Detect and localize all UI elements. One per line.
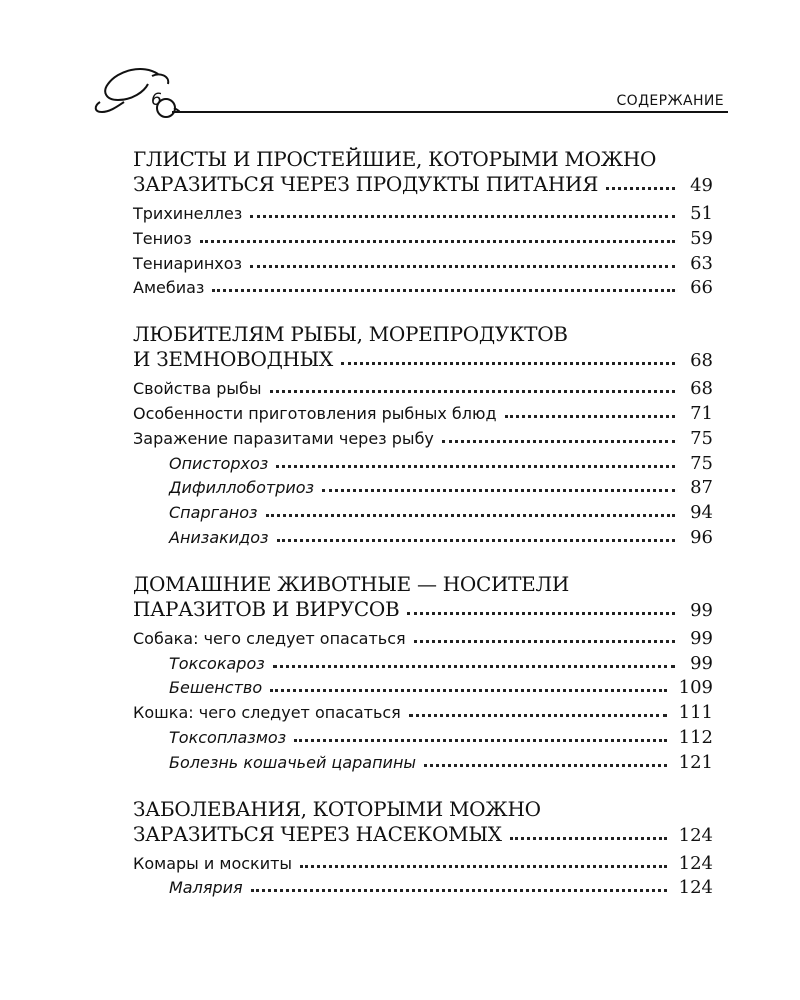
section-title-continued: И ЗЕМНОВОДНЫХ: [133, 347, 333, 372]
dot-leader: [276, 463, 675, 468]
header-rule: [172, 111, 728, 113]
section-title-row[interactable]: [133, 172, 713, 200]
subentry-label: Токсокароз: [169, 653, 265, 673]
page-ref: 68: [690, 378, 713, 400]
toc-section: [133, 146, 713, 302]
page-ref: 51: [690, 203, 713, 224]
dot-leader: [200, 238, 675, 243]
page-ref: 111: [678, 702, 713, 724]
page-ref: 124: [678, 824, 713, 846]
dot-leader: [250, 213, 675, 218]
page-ref: 121: [678, 751, 713, 773]
toc-subentry[interactable]: [133, 453, 713, 478]
toc-entry[interactable]: [133, 853, 713, 878]
toc-entry[interactable]: [133, 253, 713, 278]
entry-label: Тениаринхоз: [133, 253, 243, 273]
subentry-label: Дифиллоботриоз: [169, 478, 315, 498]
entry-label: Свойства рыбы: [133, 379, 262, 399]
dot-leader: [277, 537, 675, 542]
entry-label: Комары и москиты: [133, 853, 293, 873]
toc-section: [133, 321, 713, 552]
toc-subentry[interactable]: [133, 877, 713, 902]
dot-leader: [407, 610, 675, 615]
dot-leader: [294, 737, 666, 742]
entry-label: Трихинеллез: [133, 204, 243, 223]
toc-entry[interactable]: [133, 228, 713, 253]
section-title-continued: ПАРАЗИТОВ И ВИРУСОВ: [133, 596, 400, 621]
toc-section: [133, 571, 713, 777]
section-title: ГЛИСТЫ И ПРОСТЕЙШИЕ, КОТОРЫМИ МОЖНО: [133, 147, 657, 171]
toc-subentry[interactable]: [133, 527, 713, 552]
toc-subentry[interactable]: [133, 677, 713, 702]
section-title-row[interactable]: [133, 347, 713, 375]
section-title-continued: ЗАРАЗИТЬСЯ ЧЕРЕЗ НАСЕКОМЫХ: [133, 821, 502, 846]
page-ref: 96: [690, 526, 713, 548]
subentry-label: Анизакидоз: [169, 527, 269, 547]
section-title-continued: ЗАРАЗИТЬСЯ ЧЕРЕЗ ПРОДУКТЫ ПИТАНИЯ: [133, 172, 599, 196]
entry-label: Амебиаз: [133, 278, 205, 298]
page-ref: 94: [690, 502, 713, 524]
dot-leader: [341, 360, 675, 365]
section-title-row[interactable]: [133, 822, 713, 850]
running-title: СОДЕРЖАНИЕ: [616, 93, 724, 109]
toc-subentry[interactable]: [133, 477, 713, 502]
entry-label: Заражение паразитами через рыбу: [133, 428, 434, 448]
subentry-label: Болезнь кошачьей царапины: [169, 752, 417, 772]
toc-entry[interactable]: [133, 403, 713, 428]
dot-leader: [251, 887, 667, 892]
section-title: ДОМАШНИЕ ЖИВОТНЫЕ — НОСИТЕЛИ: [133, 571, 569, 596]
subentry-label: Описторхоз: [169, 453, 269, 473]
section-title: ЛЮБИТЕЛЯМ РЫБЫ, МОРЕПРОДУКТОВ: [133, 322, 568, 347]
toc-section: [133, 796, 713, 903]
dot-leader: [414, 638, 675, 643]
dot-leader: [442, 438, 675, 443]
toc-subentry[interactable]: [133, 653, 713, 678]
toc-subentry[interactable]: [133, 727, 713, 752]
dot-leader: [424, 762, 667, 767]
entry-label: Тениоз: [133, 228, 192, 248]
section-title: ЗАБОЛЕВАНИЯ, КОТОРЫМИ МОЖНО: [133, 796, 541, 821]
toc-entry[interactable]: [133, 628, 713, 653]
subentry-label: Спарганоз: [169, 503, 258, 523]
dot-leader: [606, 185, 675, 190]
page-header: [88, 62, 728, 118]
page-ref: 68: [690, 350, 713, 372]
page-ref: 99: [690, 599, 713, 621]
entry-label: Особенности приготовления рыбных блюд: [133, 403, 497, 423]
page-ref: 99: [690, 652, 713, 674]
subentry-label: Бешенство: [169, 678, 263, 698]
page-ref: 66: [690, 277, 713, 299]
dot-leader: [510, 835, 667, 840]
page-ref: 75: [690, 427, 713, 449]
stethoscope-icon: [88, 62, 180, 120]
dot-leader: [270, 388, 675, 393]
toc-subentry[interactable]: [133, 502, 713, 527]
page-ref: 49: [690, 175, 713, 196]
page-ref: 63: [690, 252, 713, 274]
page-ref: 59: [690, 227, 713, 249]
page-number: 6: [151, 90, 162, 110]
toc-entry[interactable]: [133, 428, 713, 453]
toc-entry[interactable]: [133, 702, 713, 727]
dot-leader: [273, 663, 675, 668]
dot-leader: [266, 512, 675, 517]
dot-leader: [212, 287, 675, 292]
page-ref: 87: [690, 477, 713, 499]
page-ref: 124: [678, 877, 713, 899]
dot-leader: [270, 687, 667, 692]
page-ref: 75: [690, 452, 713, 474]
subentry-label: Малярия: [169, 878, 243, 898]
toc-entry[interactable]: [133, 203, 713, 228]
entry-label: Собака: чего следует опасаться: [133, 628, 406, 648]
toc-entry[interactable]: [133, 378, 713, 403]
page-ref: 112: [678, 726, 713, 748]
dot-leader: [409, 712, 667, 717]
dot-leader: [250, 263, 675, 268]
page-ref: 71: [690, 402, 713, 424]
page-ref: 124: [678, 852, 713, 874]
dot-leader: [322, 487, 675, 492]
page-ref: 99: [690, 627, 713, 649]
dot-leader: [300, 863, 667, 868]
page-ref: 109: [678, 677, 713, 699]
entry-label: Кошка: чего следует опасаться: [133, 703, 401, 723]
dot-leader: [505, 413, 675, 418]
toc-entry[interactable]: [133, 277, 713, 302]
section-title-row[interactable]: [133, 597, 713, 625]
table-of-contents: [133, 146, 713, 921]
toc-subentry[interactable]: [133, 752, 713, 777]
subentry-label: Токсоплазмоз: [169, 727, 287, 747]
